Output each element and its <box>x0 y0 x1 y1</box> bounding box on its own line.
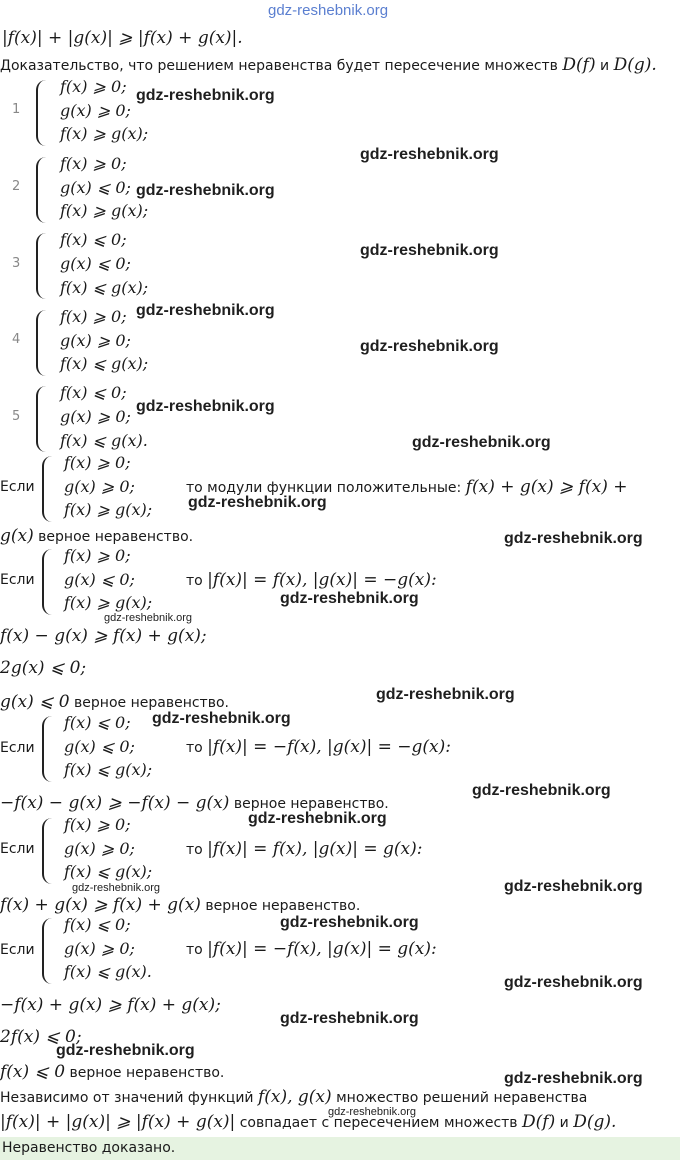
case-line: f(x) ⩾ g(x); <box>64 593 153 612</box>
case-line: g(x) ⩾ 0; <box>64 939 135 958</box>
case-4-to: то <box>186 842 208 858</box>
case-line: g(x) ⩾ 0; <box>64 477 135 496</box>
case-1-continuation <box>0 526 193 546</box>
watermark-small: gdz-reshebnik.org <box>104 612 193 624</box>
conclusion-text-3: совпадает с пересечением множеств <box>235 1115 523 1131</box>
watermark: gdz-reshebnik.org <box>472 782 611 799</box>
system-label: 2 <box>12 179 21 194</box>
watermark: gdz-reshebnik.org <box>504 1070 643 1087</box>
system-line: g(x) ⩾ 0; <box>60 407 131 426</box>
system-line: f(x) ⩾ 0; <box>60 77 127 96</box>
case-5-r3 <box>0 1062 224 1082</box>
inequality-statement: |f(x)| + |g(x)| ⩾ |f(x) + g(x)|. <box>2 28 243 48</box>
system-label: 4 <box>12 332 21 347</box>
proof-intro-df: D(f) <box>562 55 596 75</box>
case-3-math: |f(x)| = −f(x), |g(x)| = −g(x): <box>207 737 451 757</box>
case-line: f(x) ⩽ g(x); <box>64 760 153 779</box>
brace <box>36 157 46 223</box>
case-line: f(x) ⩽ 0; <box>64 915 131 934</box>
case-4-r1-text: верное неравенство. <box>200 898 361 914</box>
watermark: gdz-reshebnik.org <box>360 146 499 163</box>
watermark: gdz-reshebnik.org <box>56 1042 195 1059</box>
case-2-r3-text: верное неравенство. <box>69 695 229 711</box>
esli-label: Если <box>0 841 35 857</box>
proof-intro <box>0 55 657 75</box>
case-line: g(x) ⩽ 0; <box>64 737 135 756</box>
watermark: gdz-reshebnik.org <box>504 878 643 895</box>
case-2-r3-math: g(x) ⩽ 0 <box>0 692 70 712</box>
watermark: gdz-reshebnik.org <box>136 87 275 104</box>
conclusion-and: и <box>555 1115 574 1131</box>
conclusion-text-2: множество решений неравенства <box>331 1090 588 1106</box>
system-line: f(x) ⩽ g(x); <box>60 278 149 297</box>
system-line: f(x) ⩽ 0; <box>60 383 127 402</box>
esli-label: Если <box>0 479 35 495</box>
brace <box>36 80 46 146</box>
case-3-to: то <box>186 740 208 756</box>
esli-label: Если <box>0 740 35 756</box>
system-line: f(x) ⩾ g(x); <box>60 201 149 220</box>
watermark: gdz-reshebnik.org <box>136 398 275 415</box>
watermark: gdz-reshebnik.org <box>280 590 419 607</box>
watermark: gdz-reshebnik.org <box>248 810 387 827</box>
case-4-r1 <box>0 895 360 915</box>
case-line: f(x) ⩽ 0; <box>64 713 131 732</box>
case-4-math: |f(x)| = f(x), |g(x)| = g(x): <box>207 839 423 859</box>
watermark: gdz-reshebnik.org <box>360 242 499 259</box>
watermark: gdz-reshebnik.org <box>504 974 643 991</box>
case-line: g(x) ⩽ 0; <box>64 570 135 589</box>
watermark: gdz-reshebnik.org <box>280 1010 419 1027</box>
watermark: gdz-reshebnik.org <box>280 914 419 931</box>
case-5-modules <box>186 939 437 959</box>
case-1-text: то модули функции положительные: <box>186 480 466 496</box>
case-3-r1-text: верное неравенство. <box>229 796 389 812</box>
case-2-r1: f(x) − g(x) ⩾ f(x) + g(x); <box>0 626 207 646</box>
case-5-to: то <box>186 942 208 958</box>
case-line: f(x) ⩾ 0; <box>64 453 131 472</box>
brace <box>36 310 46 376</box>
case-5-r3-math: f(x) ⩽ 0 <box>0 1062 66 1082</box>
system-line: f(x) ⩽ 0; <box>60 230 127 249</box>
watermark-top: gdz-reshebnik.org <box>268 2 389 19</box>
brace <box>42 549 52 615</box>
brace <box>42 918 52 984</box>
conclusion-text: Независимо от значений функций <box>0 1090 258 1106</box>
watermark: gdz-reshebnik.org <box>412 434 551 451</box>
watermark-small: gdz-reshebnik.org <box>72 882 161 894</box>
case-4-r1-math: f(x) + g(x) ⩾ f(x) + g(x) <box>0 895 201 915</box>
system-label: 3 <box>12 256 21 271</box>
conclusion-line-2 <box>0 1112 616 1132</box>
case-2-r3 <box>0 692 229 712</box>
system-line: f(x) ⩽ g(x); <box>60 354 149 373</box>
watermark: gdz-reshebnik.org <box>360 338 499 355</box>
case-line: f(x) ⩾ g(x); <box>64 500 153 519</box>
system-line: f(x) ⩾ 0; <box>60 154 127 173</box>
proof-intro-and: и <box>595 58 614 74</box>
system-line: f(x) ⩽ g(x). <box>60 431 148 450</box>
case-5-r2: 2f(x) ⩽ 0; <box>0 1027 82 1047</box>
case-3-modules <box>186 737 451 757</box>
case-5-math: |f(x)| = −f(x), |g(x)| = g(x): <box>207 939 437 959</box>
brace <box>42 716 52 782</box>
brace <box>36 233 46 299</box>
brace <box>42 818 52 884</box>
case-2-r2: 2g(x) ⩽ 0; <box>0 658 87 678</box>
watermark: gdz-reshebnik.org <box>376 686 515 703</box>
case-2-math: |f(x)| = f(x), |g(x)| = −g(x): <box>207 570 437 590</box>
watermark: gdz-reshebnik.org <box>188 494 327 511</box>
case-2-to: то <box>186 573 208 589</box>
conclusion-df: D(f) <box>522 1112 556 1132</box>
system-line: g(x) ⩾ 0; <box>60 331 131 350</box>
case-line: g(x) ⩾ 0; <box>64 839 135 858</box>
case-1-math: f(x) + g(x) ⩾ f(x) + <box>465 477 628 497</box>
case-3-r1-math: −f(x) − g(x) ⩾ −f(x) − g(x) <box>0 793 230 813</box>
conclusion-inequality: |f(x)| + |g(x)| ⩾ |f(x) + g(x)| <box>0 1112 236 1132</box>
watermark-small: gdz-reshebnik.org <box>328 1106 417 1118</box>
case-1-cont-text: верное неравенство. <box>33 529 194 545</box>
conclusion-banner <box>0 1137 680 1160</box>
system-line: f(x) ⩾ 0; <box>60 307 127 326</box>
proof-intro-dg: D(g). <box>613 55 657 75</box>
system-line: g(x) ⩾ 0; <box>60 101 131 120</box>
case-line: f(x) ⩽ g(x); <box>64 862 153 881</box>
case-line: f(x) ⩾ 0; <box>64 815 131 834</box>
watermark: gdz-reshebnik.org <box>136 302 275 319</box>
system-line: f(x) ⩾ g(x); <box>60 124 149 143</box>
watermark: gdz-reshebnik.org <box>152 710 291 727</box>
brace <box>36 386 46 452</box>
conclusion-line-1 <box>0 1087 587 1107</box>
case-2-modules <box>186 570 437 590</box>
case-5-r3-text: верное неравенство. <box>65 1065 225 1081</box>
case-4-modules <box>186 839 422 859</box>
conclusion-math: f(x), g(x) <box>257 1087 332 1107</box>
proof-intro-text: Доказательство, что решением неравенства будет пересечение множеств <box>0 58 563 74</box>
case-line: f(x) ⩾ 0; <box>64 546 131 565</box>
conclusion-dg: D(g). <box>573 1112 617 1132</box>
esli-label: Если <box>0 942 35 958</box>
case-line: f(x) ⩽ g(x). <box>64 962 152 981</box>
system-label: 5 <box>12 409 21 424</box>
conclusion-banner-text: Неравенство доказано. <box>2 1140 176 1156</box>
case-1-cont-math: g(x) <box>0 526 34 546</box>
case-5-r1: −f(x) + g(x) ⩾ f(x) + g(x); <box>0 995 221 1015</box>
system-line: g(x) ⩽ 0; <box>60 178 131 197</box>
watermark: gdz-reshebnik.org <box>504 530 643 547</box>
watermark: gdz-reshebnik.org <box>136 182 275 199</box>
system-label: 1 <box>12 102 21 117</box>
brace <box>42 456 52 522</box>
esli-label: Если <box>0 572 35 588</box>
system-line: g(x) ⩽ 0; <box>60 254 131 273</box>
